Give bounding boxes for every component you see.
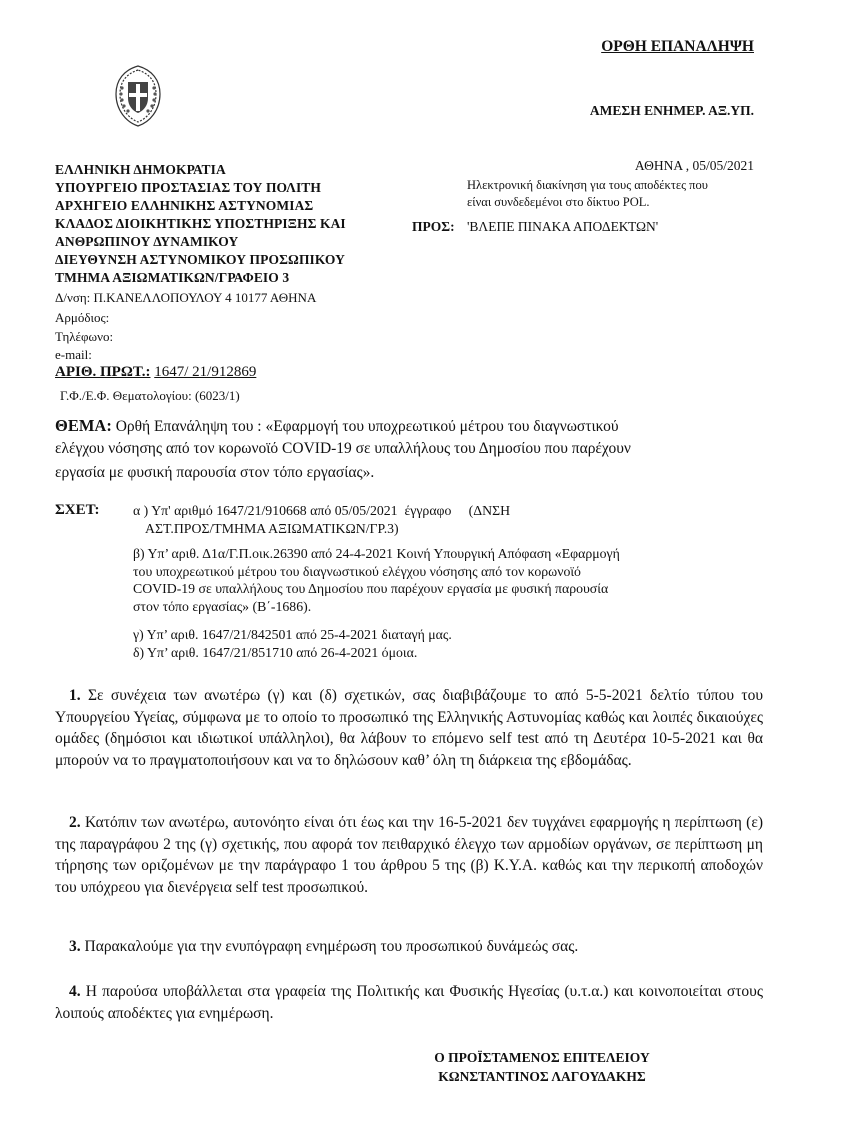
- paragraph-1-text: Σε συνέχεια των ανωτέρω (γ) και (δ) σχετικών, σας διαβιβάζουμε το από 5-5-2021 δελτίο τύπου του Υπουργείου Υγείας, σύμφωνα με το οποίο το προσωπικό της Ελληνικής Αστυνομίας καθώς και λοιπές δικαιούχες ομάδες (δημόσιοι και ιδιωτικοί υπάλληλοι), θα λάβουν το επόμενο self test από τη Δευτέρα 10-5-2021 και θα μπορούν να το πραγματοποιήσουν και να το δηλώσουν καθ’ όλη τη διάρκεια της εβδομάδας.: [55, 687, 764, 769]
- recipient-value: 'ΒΛΕΠΕ ΠΙΝΑΚΑ ΑΠΟΔΕΚΤΩΝ': [467, 219, 659, 234]
- sender-line-4: ΚΛΑΔΟΣ ΔΙΟΙΚΗΤΙΚΗΣ ΥΠΟΣΤΗΡΙΞΗΣ ΚΑΙ: [55, 216, 346, 231]
- responsible-label: Αρμόδιος:: [55, 310, 110, 325]
- paragraph-3-text: Παρακαλούμε για την ενυπόγραφη ενημέρωση του προσωπικού δυνάμεώς σας.: [84, 938, 579, 955]
- reference-b-line-2: του υποχρεωτικού μέτρου του διαγνωστικού ελέγχου νόσησης από τον κορωνοϊό: [133, 563, 581, 579]
- paragraph-2-text: Κατόπιν των ανωτέρω, αυτονόητο είναι ότι έως και την 16-5-2021 δεν τυγχάνει εφαρμογής η περίπτωση (ε) της παραγράφου 2 της (γ) σχετικής, που αφορά τον πειθαρχικό έλεγχο των αρμοδίων οργάνων, σε περίπτωση μη τήρησης των οριζομένων με την παράγραφο 1 του άρθρου 5 της (β) Κ.Υ.Α. καθώς και την περικοπή αποδοχών του υπόχρεου για διενέργεια self test προσωπικού.: [55, 814, 764, 896]
- phone-label: Τηλέφωνο:: [55, 329, 114, 344]
- sender-line-7: ΤΜΗΜΑ ΑΞΙΩΜΑΤΙΚΩΝ/ΓΡΑΦΕΙΟ 3: [55, 270, 290, 285]
- reference-b: [133, 545, 620, 615]
- paragraph-2-number: 2.: [69, 814, 81, 831]
- reference-b-line-3: COVID-19 σε υπαλλήλους του Δημοσίου που παρέχουν εργασία με φυσική παρουσία: [133, 581, 609, 596]
- subject-text-1: Ορθή Επανάληψη του : «Εφαρμογή του υποχρεωτικού μέτρου του διαγνωστικού: [115, 418, 619, 435]
- paragraph-3: [55, 936, 763, 958]
- distribution-note-1: Ηλεκτρονική διακίνηση για τους αποδέκτες που: [467, 178, 708, 192]
- reference-b-line-4: στον τόπο εργασίας» (Β΄-1686).: [133, 598, 312, 614]
- reference-b-line-1: β) Υπ’ αριθ. Δ1α/Γ.Π.οικ.26390 από 24-4-2021 Κοινή Υπουργική Απόφαση «Εφαρμογή: [133, 546, 620, 561]
- paragraph-4-number: 4.: [69, 983, 81, 1000]
- sender-line-3: ΑΡΧΗΓΕΙΟ ΕΛΛΗΝΙΚΗΣ ΑΣΤΥΝΟΜΙΑΣ: [55, 198, 314, 213]
- greek-emblem-icon: [112, 64, 164, 128]
- signature-name: ΚΩΝΣΤΑΝΤΙΝΟΣ ΛΑΓΟΥΔΑΚΗΣ: [438, 1069, 646, 1084]
- paragraph-1-number: 1.: [69, 687, 81, 704]
- reference-c: γ) Υπ’ αριθ. 1647/21/842501 από 25-4-2021 διαταγή μας.: [133, 627, 452, 642]
- subject-line-1: [55, 416, 619, 436]
- sender-line-2: ΥΠΟΥΡΓΕΙΟ ΠΡΟΣΤΑΣΙΑΣ ΤΟΥ ΠΟΛΙΤΗ: [55, 180, 322, 195]
- paragraph-4: [55, 981, 763, 1024]
- sender-line-6: ΔΙΕΥΘΥΝΣΗ ΑΣΤΥΝΟΜΙΚΟΥ ΠΡΟΣΩΠΙΚΟΥ: [55, 252, 346, 267]
- paragraph-3-number: 3.: [69, 938, 81, 955]
- sender-line-1: ΕΛΛΗΝΙΚΗ ΔΗΜΟΚΡΑΤΙΑ: [55, 162, 226, 177]
- reference-d: δ) Υπ’ αριθ. 1647/21/851710 από 26-4-2021 όμοια.: [133, 645, 418, 660]
- reference-a: [133, 502, 510, 537]
- signature-title: Ο ΠΡΟΪΣΤΑΜΕΝΟΣ ΕΠΙΤΕΛΕΙΟΥ: [434, 1050, 650, 1065]
- protocol-number: [55, 364, 256, 381]
- reference-a-line-2: ΑΣΤ.ΠΡΟΣ/ΤΜΗΜΑ ΑΞΙΩΜΑΤΙΚΩΝ/ΓΡ.3): [145, 520, 399, 536]
- paragraph-4-text: Η παρούσα υποβάλλεται στα γραφεία της Πολιτικής και Φυσικής Ηγεσίας (υ.τ.α.) και κοινοποιείται στους λοιπούς αποδέκτες για ενημέρωση.: [55, 983, 763, 1022]
- references-label: ΣΧΕΤ:: [55, 502, 100, 518]
- subject-line-3: εργασία με φυσική παρουσία στον τόπο εργασίας».: [55, 464, 375, 481]
- subject-label: ΘΕΜΑ:: [55, 416, 112, 435]
- reference-a-line-1: α ) Υπ' αριθμό 1647/21/910668 από 05/05/2021 έγγραφο (ΔΝΣΗ: [133, 503, 511, 518]
- priority-label: ΑΜΕΣΗ ΕΝΗΜΕΡ. ΑΞ.ΥΠ.: [589, 103, 754, 118]
- place-date: ΑΘΗΝΑ , 05/05/2021: [634, 158, 754, 173]
- paragraph-1: [55, 685, 763, 771]
- paragraph-2: [55, 812, 763, 898]
- sender-line-5: ΑΝΘΡΩΠΙΝΟΥ ΔΥΝΑΜΙΚΟΥ: [55, 234, 239, 249]
- distribution-note-2: είναι συνδεδεμένοι στο δίκτυο POL.: [467, 195, 650, 209]
- email-label: e-mail:: [55, 347, 92, 362]
- recipient-label: ΠΡΟΣ:: [412, 219, 455, 234]
- protocol-label: ΑΡΙΘ. ΠΡΩΤ.:: [55, 364, 151, 380]
- correction-heading: ΟΡΘΗ ΕΠΑΝΑΛΗΨΗ: [601, 38, 754, 55]
- thematology: Γ.Φ./Ε.Φ. Θεματολογίου: (6023/1): [60, 388, 240, 403]
- address: Δ/νση: Π.ΚΑΝΕΛΛΟΠΟΥΛΟΥ 4 10177 ΑΘΗΝΑ: [55, 290, 317, 305]
- protocol-value: 1647/ 21/912869: [154, 364, 257, 380]
- subject-line-2: ελέγχου νόσησης από τον κορωνοϊό COVID-19 σε υπαλλήλους του Δημοσίου που παρέχουν: [55, 440, 631, 457]
